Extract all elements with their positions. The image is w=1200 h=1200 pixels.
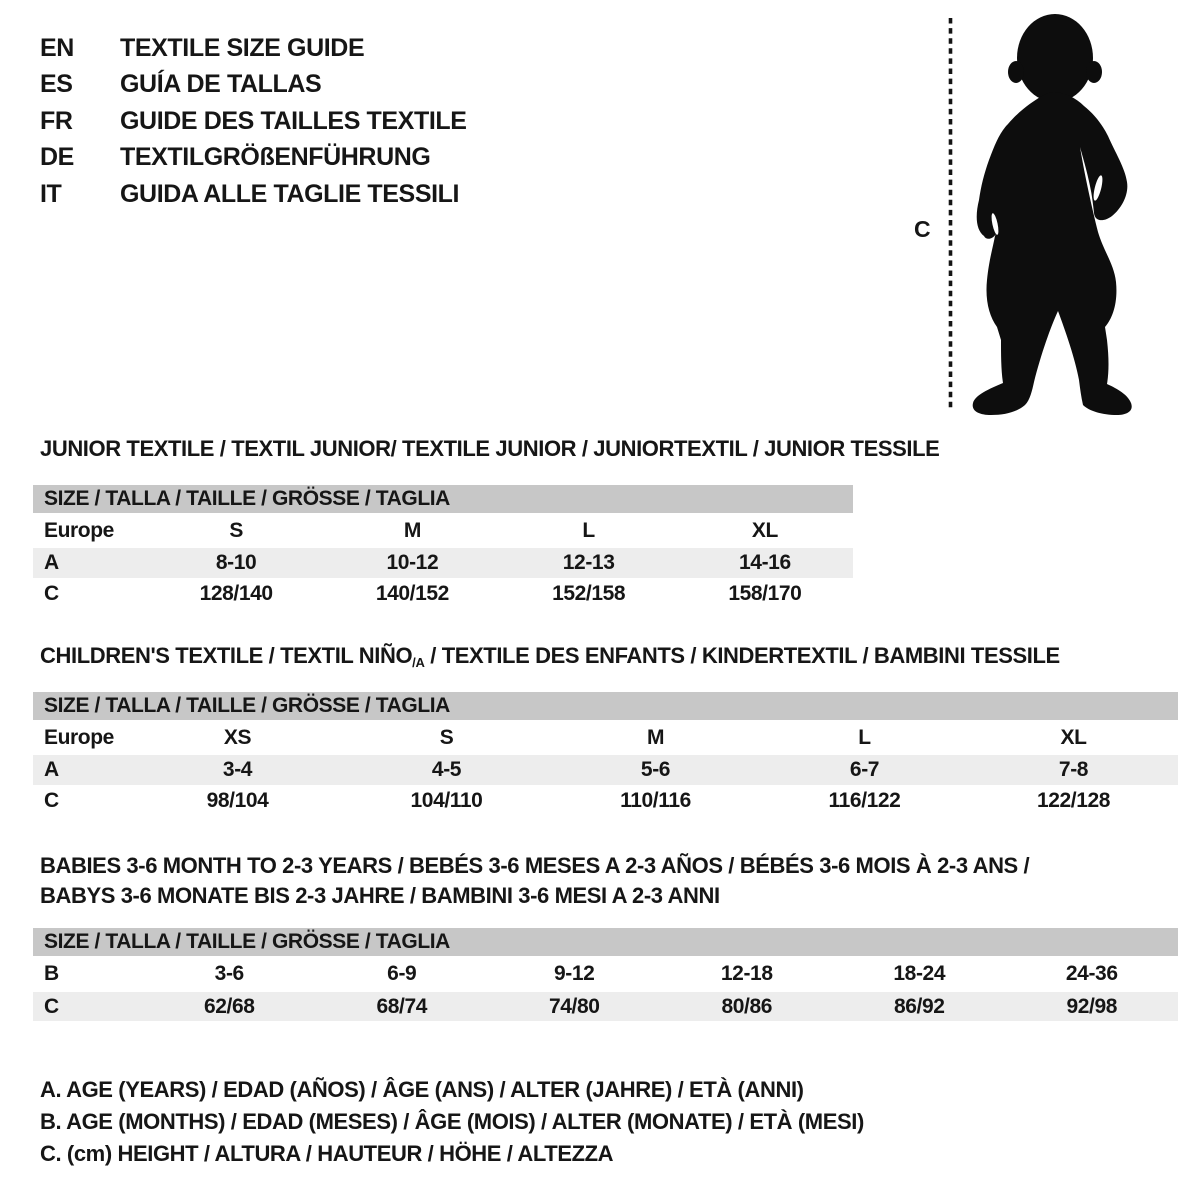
height-cell: 128/140 xyxy=(199,582,273,605)
size-header-label: SIZE / TALLA / TAILLE / GRÖSSE / TAGLIA xyxy=(44,930,450,953)
table-row-height xyxy=(33,785,1178,817)
row-label: C xyxy=(44,994,59,1018)
table-row-months xyxy=(33,956,1178,992)
height-cell: 92/98 xyxy=(1066,994,1118,1018)
age-cell: 14-16 xyxy=(739,551,791,574)
size-cell: S xyxy=(439,725,454,749)
guide-title-it: GUIDA ALLE TAGLIE TESSILI xyxy=(120,179,460,208)
children-title-prefix: CHILDREN'S TEXTILE / TEXTIL NIÑO xyxy=(40,643,413,668)
junior-size-table xyxy=(33,485,853,610)
guide-title-de: TEXTILGRÖßENFÜHRUNG xyxy=(120,143,431,172)
language-row-de xyxy=(40,140,467,177)
age-cell: 10-12 xyxy=(386,551,439,574)
size-cell: XS xyxy=(223,725,252,749)
row-label: Europe xyxy=(44,725,114,749)
height-cell: 104/110 xyxy=(410,789,483,812)
language-code: DE xyxy=(40,143,74,172)
height-cell: 152/158 xyxy=(552,582,626,605)
height-cell: 62/68 xyxy=(203,994,255,1018)
legend-line-b: B. AGE (MONTHS) / EDAD (MESES) / ÂGE (MOIS) / ALTER (MONATE) / ETÀ (MESI) xyxy=(40,1109,864,1134)
height-cell: 98/104 xyxy=(206,789,269,812)
children-section-title xyxy=(40,643,1060,670)
table-row-height xyxy=(33,992,1178,1021)
language-row-fr xyxy=(40,103,467,140)
height-cell: 86/92 xyxy=(893,994,945,1018)
age-cell: 3-4 xyxy=(222,758,253,781)
guide-title-es: GUÍA DE TALLAS xyxy=(120,70,322,99)
height-cell: 116/122 xyxy=(828,789,901,812)
height-cell: 80/86 xyxy=(721,994,773,1018)
language-row-it xyxy=(40,176,467,213)
row-label: A xyxy=(44,758,59,781)
row-label: A xyxy=(44,551,59,574)
size-cell: L xyxy=(858,725,871,749)
size-cell: S xyxy=(229,518,243,542)
toddler-silhouette-icon xyxy=(930,10,1160,416)
language-code: IT xyxy=(40,179,62,208)
children-size-table xyxy=(33,692,1178,817)
junior-section-title: JUNIOR TEXTILE / TEXTIL JUNIOR/ TEXTILE JUNIOR / JUNIORTEXTIL / JUNIOR TESSILE xyxy=(40,436,940,461)
measure-legend xyxy=(40,1074,864,1170)
height-cell: 74/80 xyxy=(548,994,600,1018)
months-cell: 12-18 xyxy=(720,962,773,985)
height-cell: 110/116 xyxy=(620,789,691,812)
age-cell: 12-13 xyxy=(562,551,615,574)
language-code: FR xyxy=(40,106,73,135)
babies-title-line2: BABYS 3-6 MONATE BIS 2-3 JAHRE / BAMBINI 3-6 MESI A 2-3 ANNI xyxy=(40,882,720,908)
age-cell: 4-5 xyxy=(431,758,462,781)
language-title-block xyxy=(40,30,467,213)
height-cell: 122/128 xyxy=(1036,789,1111,812)
size-header-bar xyxy=(33,692,1178,720)
size-cell: XL xyxy=(1060,725,1087,749)
table-row-height xyxy=(33,578,853,610)
months-cell: 18-24 xyxy=(893,962,946,985)
age-cell: 6-7 xyxy=(849,758,880,781)
children-title-sub: /A xyxy=(412,655,425,670)
table-row-age xyxy=(33,548,853,578)
size-cell: M xyxy=(403,518,421,542)
size-header-label: SIZE / TALLA / TAILLE / GRÖSSE / TAGLIA xyxy=(44,487,450,510)
guide-title-fr: GUIDE DES TAILLES TEXTILE xyxy=(120,106,467,135)
row-label: C xyxy=(44,789,59,812)
language-row-en xyxy=(40,30,467,67)
months-cell: 24-36 xyxy=(1065,962,1118,985)
size-header-bar xyxy=(33,928,1178,956)
height-measure-label: C xyxy=(914,216,931,242)
table-row-age xyxy=(33,755,1178,785)
size-cell: XL xyxy=(751,518,778,542)
legend-line-a: A. AGE (YEARS) / EDAD (AÑOS) / ÂGE (ANS) / ALTER (JAHRE) / ETÀ (ANNI) xyxy=(40,1077,804,1102)
size-header-bar xyxy=(33,485,853,513)
children-title-suffix: / TEXTILE DES ENFANTS / KINDERTEXTIL / BAMBINI TESSILE xyxy=(424,643,1060,668)
table-row-europe xyxy=(33,513,853,548)
row-label: C xyxy=(44,582,59,605)
language-code: EN xyxy=(40,33,74,62)
size-cell: L xyxy=(582,518,595,542)
guide-title-en: TEXTILE SIZE GUIDE xyxy=(120,33,365,62)
language-code: ES xyxy=(40,70,73,99)
months-cell: 9-12 xyxy=(554,962,595,985)
row-label: Europe xyxy=(44,518,114,542)
size-header-label: SIZE / TALLA / TAILLE / GRÖSSE / TAGLIA xyxy=(44,694,450,717)
table-row-europe xyxy=(33,720,1178,755)
months-cell: 3-6 xyxy=(214,962,244,985)
language-row-es xyxy=(40,67,467,104)
age-cell: 5-6 xyxy=(640,758,671,781)
row-label: B xyxy=(44,962,59,985)
babies-title-line1: BABIES 3-6 MONTH TO 2-3 YEARS / BEBÉS 3-6 MESES A 2-3 AÑOS / BÉBÉS 3-6 MOIS À 2-3 ANS / xyxy=(40,853,1030,878)
age-cell: 7-8 xyxy=(1058,758,1089,781)
age-cell: 8-10 xyxy=(215,551,257,574)
months-cell: 6-9 xyxy=(387,962,417,985)
height-cell: 140/152 xyxy=(375,582,449,605)
size-cell: M xyxy=(646,725,665,749)
height-cell: 158/170 xyxy=(728,582,802,605)
toddler-silhouette xyxy=(973,14,1132,415)
legend-line-c: C. (cm) HEIGHT / ALTURA / HAUTEUR / HÖHE / ALTEZZA xyxy=(40,1141,614,1166)
height-cell: 68/74 xyxy=(376,994,428,1018)
babies-size-table xyxy=(33,928,1178,1021)
babies-section-title xyxy=(40,851,1029,910)
